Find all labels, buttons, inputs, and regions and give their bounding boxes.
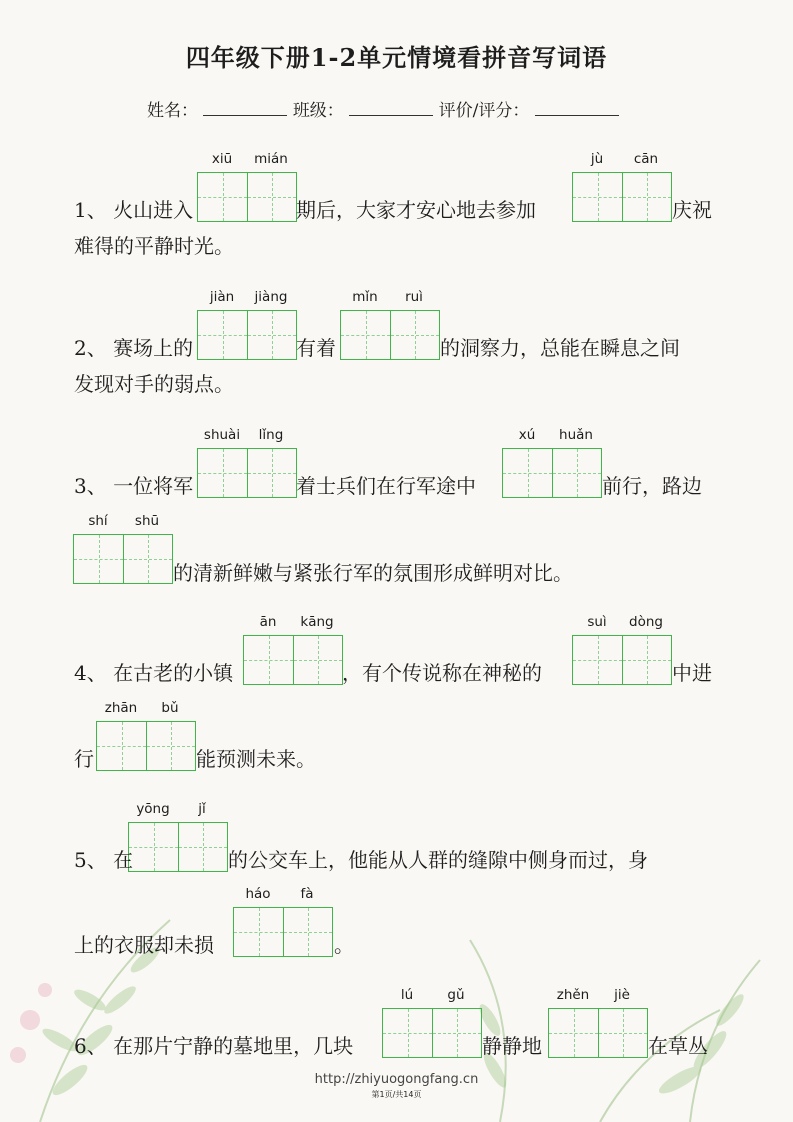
answer-box[interactable] [197, 310, 297, 360]
pinyin: shū [134, 513, 160, 529]
question-text: 1、 火山进入 [74, 198, 194, 222]
pinyin: fà [300, 886, 314, 902]
question-text: 4、 在古老的小镇 [74, 661, 234, 685]
question-text: 能预测未来。 [196, 747, 316, 771]
class-label: 班级： [292, 101, 344, 121]
answer-box[interactable] [96, 721, 196, 771]
question-text: 。 [334, 933, 354, 957]
pinyin: háo [245, 886, 271, 902]
question-text: 静静地 [482, 1034, 542, 1058]
pinyin: jǐ [198, 801, 206, 817]
pinyin: jiàng [254, 289, 288, 305]
answer-box[interactable] [548, 1008, 648, 1058]
answer-box[interactable] [197, 448, 297, 498]
question-text: 期后，大家才安心地去参加 [296, 198, 536, 222]
pinyin: xú [518, 427, 536, 443]
question-text: 难得的平静时光。 [74, 234, 234, 258]
question-text: 2、 赛场上的 [74, 336, 194, 360]
pinyin: bǔ [161, 700, 179, 716]
pinyin: jù [590, 151, 604, 167]
answer-box[interactable] [382, 1008, 482, 1058]
question-text: 上的衣服却未损 [74, 933, 214, 957]
question-text: 前行，路边 [602, 474, 702, 498]
question-text: 的公交车上，他能从人群的缝隙中侧身而过，身 [228, 848, 648, 872]
pinyin: xiū [211, 151, 233, 167]
question-text: 庆祝 [672, 198, 712, 222]
name-label: 姓名： [147, 101, 198, 121]
answer-box[interactable] [572, 635, 672, 685]
answer-box[interactable] [73, 534, 173, 584]
answer-box[interactable] [502, 448, 602, 498]
answer-box[interactable] [128, 822, 228, 872]
question-text: ，有个传说称在神秘的 [342, 661, 542, 685]
pinyin: mǐn [352, 289, 378, 305]
question-text: 在草丛 [648, 1034, 708, 1058]
answer-box[interactable] [197, 172, 297, 222]
pinyin: shí [88, 513, 108, 529]
pinyin: lǐng [258, 427, 284, 443]
pinyin: cān [633, 151, 659, 167]
pinyin: zhān [104, 700, 138, 716]
answer-box[interactable] [572, 172, 672, 222]
pinyin: mián [254, 151, 288, 167]
footer-url: http://zhiyuogongfang.cn [314, 1072, 479, 1087]
question-text: 中进 [672, 661, 712, 685]
question-text: 的洞察力，总能在瞬息之间 [440, 336, 680, 360]
pinyin: yōng [136, 801, 170, 817]
pinyin: dòng [629, 614, 663, 630]
pinyin: huǎn [559, 427, 593, 443]
score-label: 评价/评分： [438, 101, 530, 121]
question-text: 的清新鲜嫩与紧张行军的氛围形成鲜明对比。 [173, 561, 573, 585]
question-text: 发现对手的弱点。 [74, 372, 234, 396]
page-title: 四年级下册1-2单元情境看拼音写词语 [185, 43, 608, 72]
question-text: 3、 一位将军 [74, 474, 194, 498]
class-field[interactable] [349, 99, 433, 116]
pinyin: zhěn [556, 987, 590, 1003]
name-field[interactable] [203, 99, 287, 116]
pinyin: lú [400, 987, 414, 1003]
page-number: 第1页/共14页 [371, 1090, 422, 1099]
pinyin: suì [587, 614, 607, 630]
answer-box[interactable] [243, 635, 343, 685]
question-text: 有着 [296, 336, 336, 360]
pinyin: gǔ [447, 987, 465, 1003]
question-text: 5、 在 [74, 848, 134, 872]
pinyin: shuài [203, 427, 241, 443]
answer-box[interactable] [233, 907, 333, 957]
answer-box[interactable] [340, 310, 440, 360]
pinyin: kāng [300, 614, 334, 630]
pinyin: ruì [405, 289, 423, 305]
question-text: 着士兵们在行军途中 [296, 474, 476, 498]
question-text: 6、 在那片宁静的墓地里，几块 [74, 1034, 354, 1058]
pinyin: ān [259, 614, 277, 630]
question-text: 行 [74, 747, 94, 771]
pinyin: jiàn [209, 289, 235, 305]
student-info-row [147, 96, 619, 121]
score-field[interactable] [535, 99, 619, 116]
pinyin: jiè [614, 987, 630, 1003]
